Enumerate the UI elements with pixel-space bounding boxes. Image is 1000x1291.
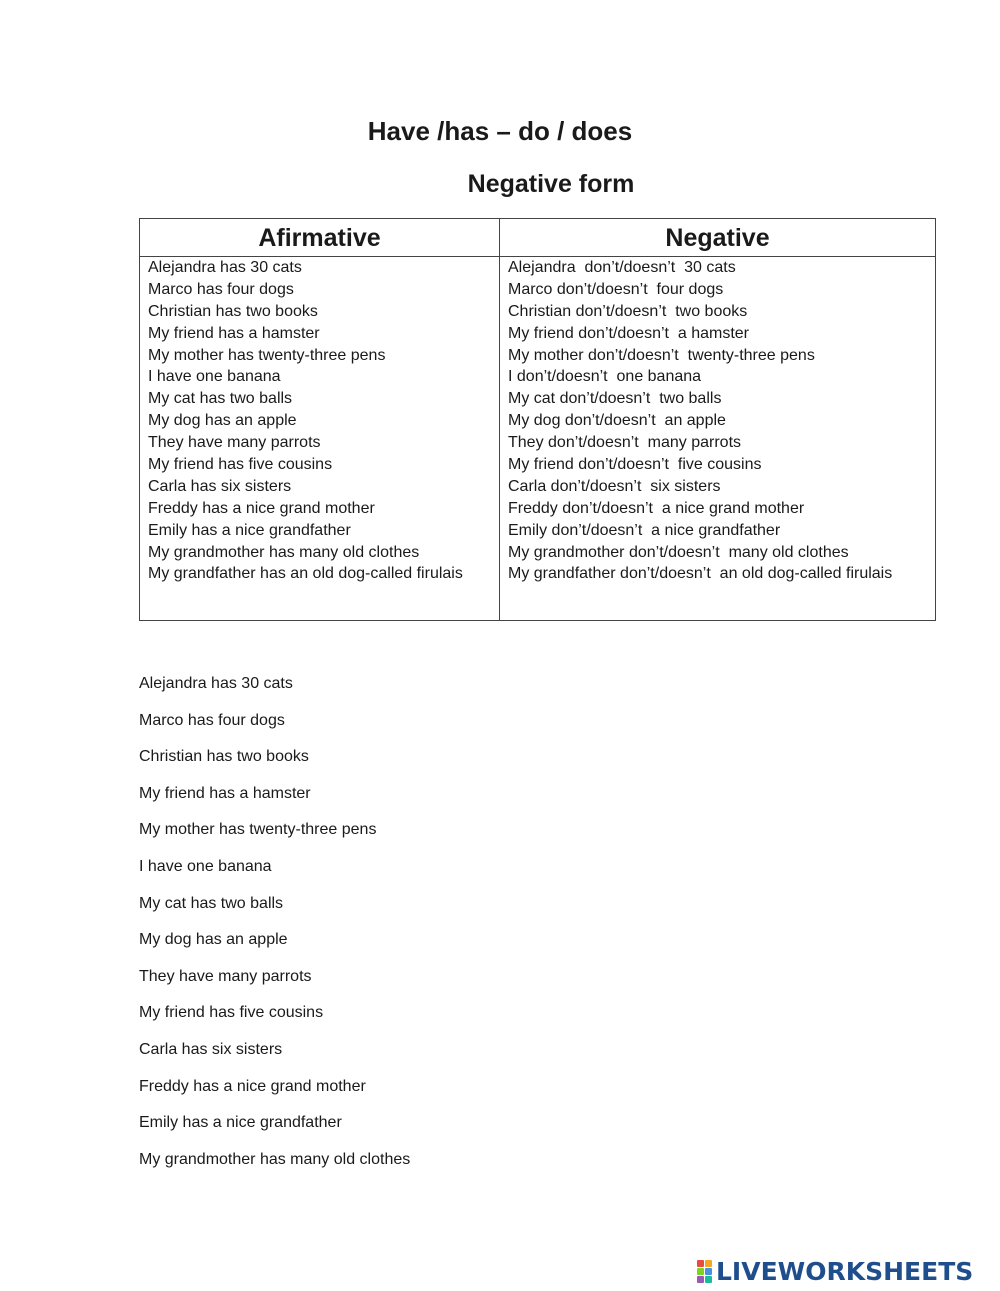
logo-tile [705, 1268, 712, 1275]
negative-sentence: Emily don’t/doesn’t a nice grandfather [508, 521, 781, 539]
exercise-sentence: My friend has a hamster [139, 784, 311, 802]
affirmative-sentence: My cat has two balls [148, 390, 293, 408]
liveworksheets-logo-icon [697, 1260, 712, 1283]
exercise-sentence: My mother has twenty-three pens [139, 821, 377, 839]
exercise-sentence: My friend has five cousins [139, 1004, 324, 1022]
negative-sentence: They don’t/doesn’t many parrots [508, 434, 742, 452]
logo-text: LIVEWORKSHEETS [716, 1256, 974, 1286]
negative-sentence: My grandmother don’t/doesn’t many old clothes [508, 543, 849, 561]
exercise-sentence: Carla has six sisters [139, 1040, 283, 1058]
affirmative-sentence: My dog has an apple [148, 412, 297, 430]
affirmative-sentence: My grandmother has many old clothes [148, 543, 420, 561]
negative-column [508, 257, 933, 585]
affirmative-column [148, 257, 496, 585]
negative-sentence: Freddy don’t/doesn’t a nice grand mother [508, 499, 805, 517]
exercise-sentence: Christian has two books [139, 748, 309, 766]
column-divider [499, 219, 500, 620]
exercise-sentence: I have one banana [139, 857, 272, 875]
exercise-sentence-list [139, 672, 410, 1184]
negative-sentence: My friend don’t/doesn’t five cousins [508, 456, 762, 474]
logo-tile [697, 1276, 704, 1283]
affirmative-sentence: Christian has two books [148, 302, 318, 320]
exercise-sentence: Emily has a nice grandfather [139, 1114, 342, 1132]
negative-sentence: I don’t/doesn’t one banana [508, 368, 702, 386]
affirmative-sentence: Carla has six sisters [148, 477, 292, 495]
exercise-sentence: They have many parrots [139, 967, 312, 985]
affirmative-sentence: My grandfather has an old dog-called firulais [148, 565, 463, 583]
logo-tile [705, 1276, 712, 1283]
logo-tile [705, 1260, 712, 1267]
logo-tile [697, 1260, 704, 1267]
affirmative-sentence: I have one banana [148, 368, 281, 386]
negative-sentence: Alejandra don’t/doesn’t 30 cats [508, 259, 736, 276]
negative-sentence: My dog don’t/doesn’t an apple [508, 412, 726, 430]
negative-sentence: Carla don’t/doesn’t six sisters [508, 477, 721, 495]
page-subtitle: Negative form [467, 170, 635, 198]
affirmative-sentence: Alejandra has 30 cats [148, 259, 302, 276]
exercise-sentence: My grandmother has many old clothes [139, 1150, 411, 1168]
logo-tile [697, 1268, 704, 1275]
exercise-sentence: Freddy has a nice grand mother [139, 1077, 366, 1095]
affirmative-sentence: Marco has four dogs [148, 280, 294, 298]
affirmative-sentence: My mother has twenty-three pens [148, 346, 386, 364]
header-negative: Negative [665, 224, 770, 252]
page-title: Have /has – do / does [367, 116, 633, 146]
exercise-sentence: Alejandra has 30 cats [139, 675, 293, 692]
exercise-sentence: My cat has two balls [139, 894, 284, 912]
negative-sentence: My friend don’t/doesn’t a hamster [508, 324, 750, 342]
exercise-sentence: My dog has an apple [139, 931, 288, 949]
affirmative-sentence: My friend has five cousins [148, 456, 333, 474]
liveworksheets-logo [697, 1255, 973, 1287]
affirmative-sentence: My friend has a hamster [148, 324, 320, 342]
affirmative-sentence: They have many parrots [148, 434, 321, 452]
exercise-sentence: Marco has four dogs [139, 711, 285, 729]
affirmative-sentence: Emily has a nice grandfather [148, 521, 351, 539]
affirmative-sentence: Freddy has a nice grand mother [148, 499, 375, 517]
negative-sentence: Marco don’t/doesn’t four dogs [508, 280, 724, 298]
negative-sentence: My mother don’t/doesn’t twenty-three pens [508, 346, 815, 364]
conversion-table [139, 218, 936, 621]
negative-sentence: My cat don’t/doesn’t two balls [508, 390, 722, 408]
negative-sentence: My grandfather don’t/doesn’t an old dog-called firulais [508, 565, 893, 583]
header-affirmative: Afirmative [258, 224, 381, 252]
negative-sentence: Christian don’t/doesn’t two books [508, 302, 748, 320]
